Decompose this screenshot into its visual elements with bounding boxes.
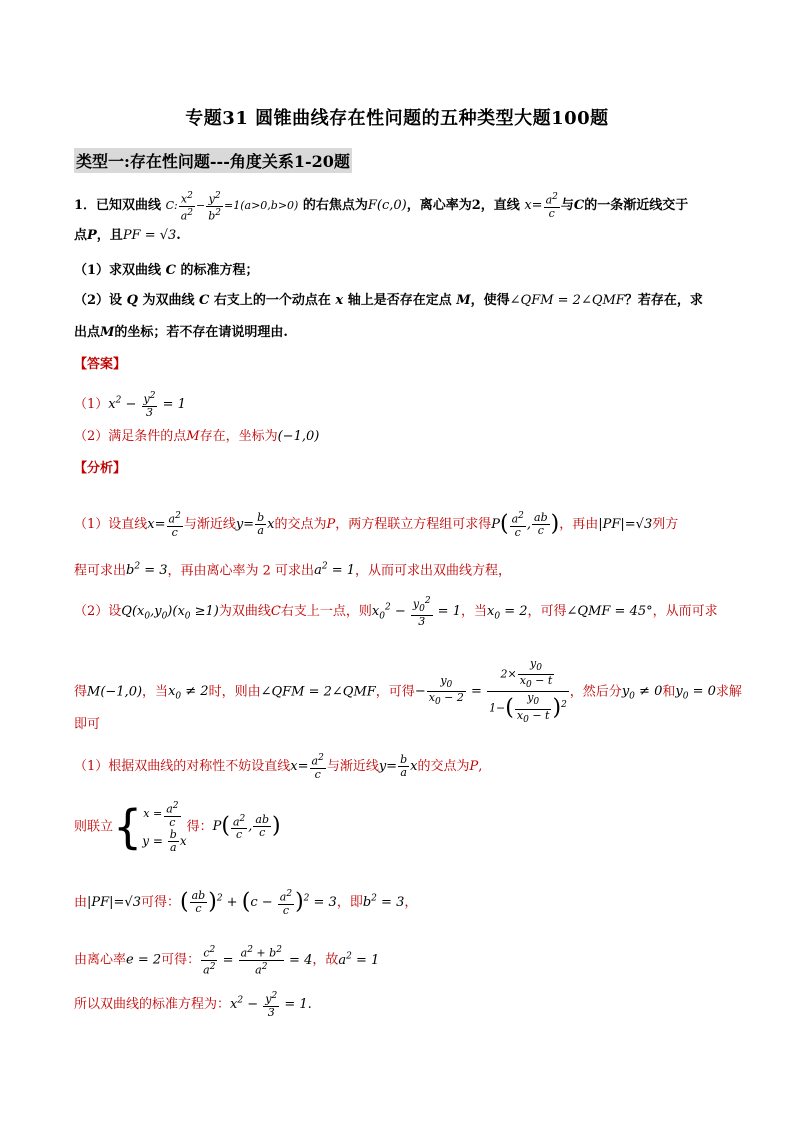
analysis-line-5: 即可 [74,717,101,732]
problem-part-2: （2）设 Q 为双曲线 C 右支上的一个动点在 x 轴上是否存在定点 M，使得∠QFM = 2∠QMF？若存在，求 [74,293,703,308]
analysis-line-4: 得M(−1,0)，当$x_0 \ne 2$时，则由∠QFM = 2∠QMF，可得− $\frac{y_0}{x_0 - 2}$ = 2× $\frac{y_0}{x_0 - t}$ 1−( $\frac{y_0}{x_0 - t}$ )$^2$ ，然后分$y_0 \ne 0$和$y_0 = 0$求解 [74,657,742,725]
answer-2: （2）满足条件的点M存在，坐标为(−1,0) [74,429,320,444]
section-heading: 类型一:存在性问题---角度关系1-20题 [74,148,352,173]
solution-line-2: 则联立{x = $\frac{a^2}{c}$ y = $\frac{b}{a}$ x得：P( $\frac{a^2}{c}$ , $\frac{ab}{c}$ ) [74,799,281,854]
problem-line-1: 1．已知双曲线 C: $\frac{x^2}{a^2}$ − $\frac{y^2}{b^2}$ =1(a>0,b>0) 的右焦点为F(c,0)，离心率为2，直线 x= $\frac{a^2}{c}$ 与C的一条渐近线交于 [74,191,689,223]
solution-line-5: 所以双曲线的标准方程为：$x^2$ − $\frac{y^2}{3}$ = 1. [74,991,312,1019]
problem-part-2-cont: 出点M的坐标；若不存在请说明理由. [74,325,288,340]
analysis-label: 【分析】 [74,461,127,476]
problem-part-1: （1）求双曲线 C 的标准方程； [74,263,259,278]
solution-line-1: （1）根据双曲线的对称性不妨设直线x= $\frac{a^2}{c}$ 与渐近线y= $\frac{b}{a}$ x的交点为P, [74,752,483,781]
solution-line-3: 由|PF|=√3可得：( $\frac{ab}{c}$ )$^2$ + (c − $\frac{a^2}{c}$ )$^2$ = 3，即$b^2 = 3$， [74,888,418,917]
solution-line-4: 由离心率e = 2可得： $\frac{c^2}{a^2}$ = $\frac{a^2 + b^2}{a^2}$ = 4，故$a^2 = 1$ [74,945,380,977]
analysis-line-3: （2）设$Q(x_0,y_0)(x_0 \ge 1)$为双曲线C右支上一点，则$x_0^2$ − $\frac{y_0^2}{3}$ = 1，当$x_0 = 2$，可得∠QMF = 45°，从而可求 [74,596,718,628]
analysis-line-1: （1）设直线x= $\frac{a^2}{c}$ 与渐近线y= $\frac{b}{a}$ x的交点为P，两方程联立方程组可求得P( $\frac{a^2}{c}$ , $\frac{ab}{c}$ )，再由|PF|=√3列方 [74,510,679,539]
answer-label: 【答案】 [74,357,127,372]
page-title: 专题31 圆锥曲线存在性问题的五种类型大题100题 [185,108,609,129]
problem-line-2: 点P，且PF = √3. [74,228,181,243]
analysis-line-2: 程可求出$b^2 = 3$，再由离心率为 2 可求出$a^2 = 1$，从而可求出双曲线方程， [74,562,512,579]
answer-1: $(1)x^2$ − $\frac{y^2}{3}$ = 1 [74,391,186,419]
